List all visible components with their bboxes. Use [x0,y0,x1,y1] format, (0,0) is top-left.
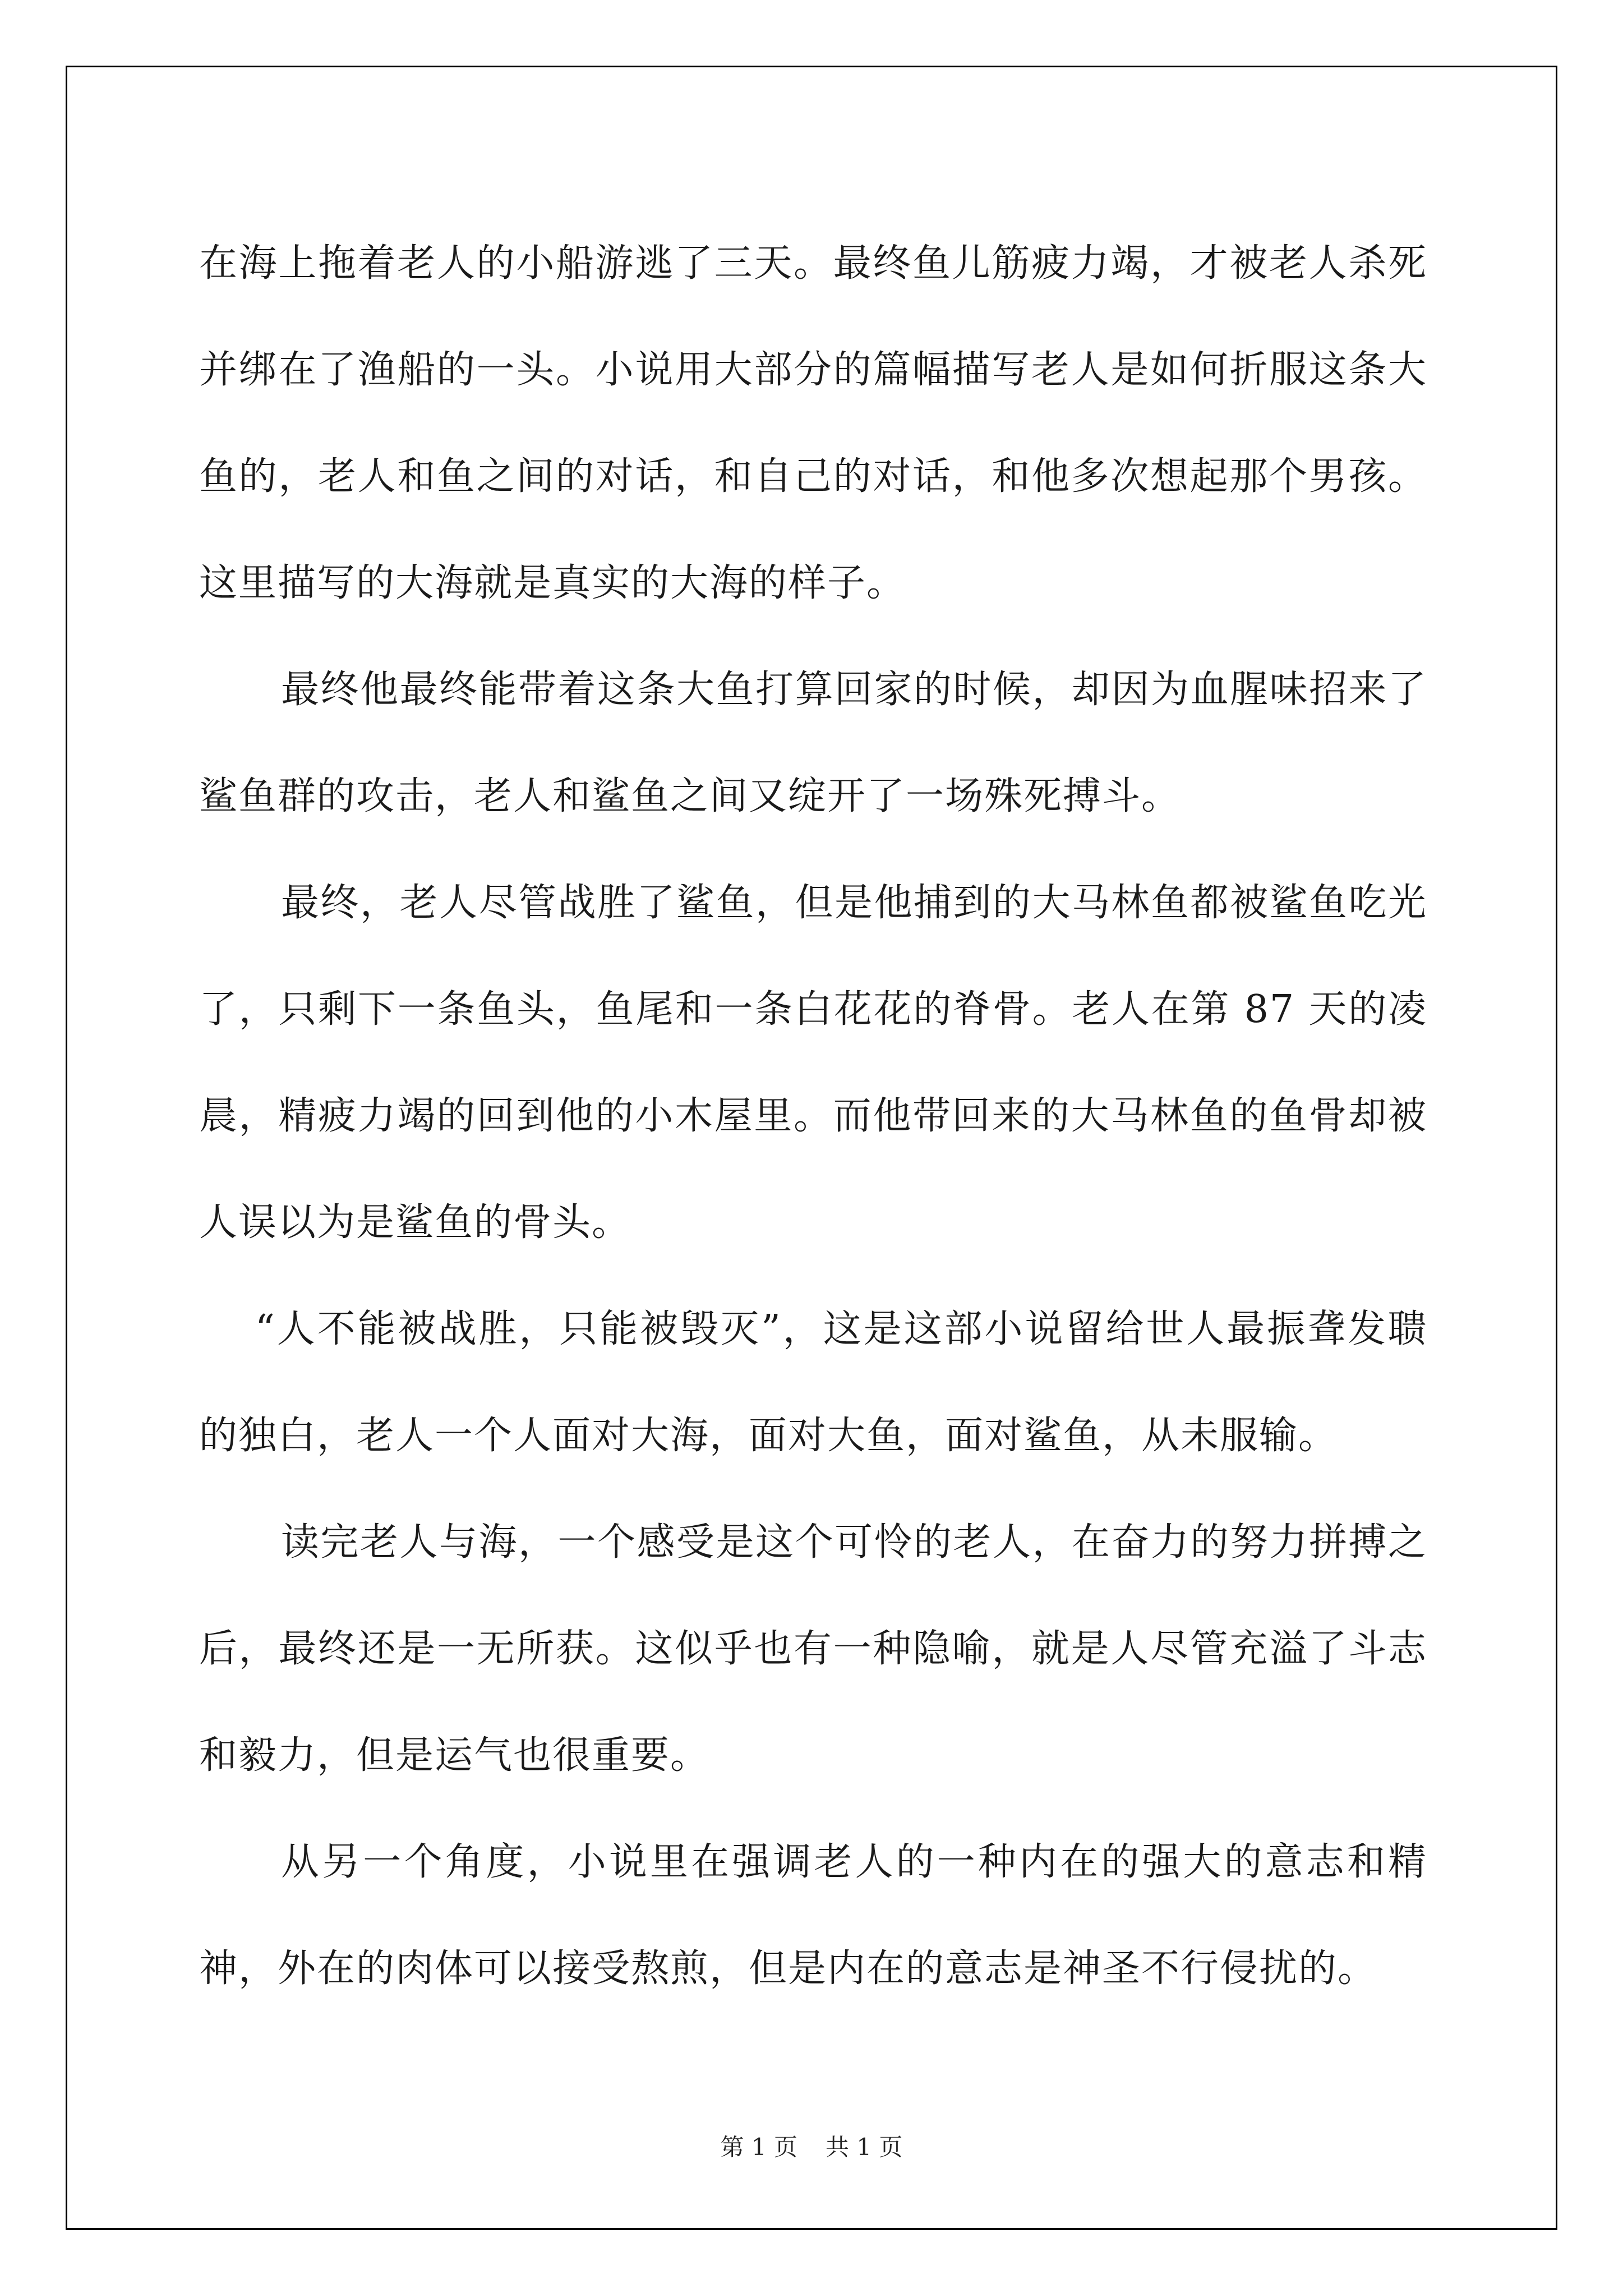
page-footer [0,2129,1623,2162]
paragraph-2: 最终他最终能带着这条大鱼打算回家的时候，却因为血腥味招来了鲨鱼群的攻击，老人和鲨鱼之间又绽开了一场殊死搏斗。 [199,668,1427,818]
paragraph-4: “人不能被战胜，只能被毁灭”，这是这部小说留给世人最振聋发聩的独白，老人一个人面对大海，面对大鱼，面对鲨鱼，从未服输。 [199,1307,1427,1458]
page-number-current: 第 1 页 [720,2133,797,2161]
document-body [199,210,1427,2022]
paragraph-3: 最终，老人尽管战胜了鲨鱼，但是他捕到的大马林鱼都被鲨鱼吃光了，只剩下一条鱼头，鱼尾和一条白花花的脊骨。老人在第 87 天的凌晨，精疲力竭的回到他的小木屋里。而他带回来的大马林鱼的鱼骨却被人误以为是鲨鱼的骨头。 [199,881,1427,1245]
paragraph-1: 在海上拖着老人的小船游逃了三天。最终鱼儿筋疲力竭，才被老人杀死并绑在了渔船的一头。小说用大部分的篇幅描写老人是如何折服这条大鱼的，老人和鱼之间的对话，和自己的对话，和他多次想起那个男孩。这里描写的大海就是真实的大海的样子。 [199,241,1427,605]
page-number-total: 共 1 页 [826,2133,903,2161]
paragraph-5: 读完老人与海，一个感受是这个可怜的老人，在奋力的努力拼搏之后，最终还是一无所获。这似乎也有一种隐喻，就是人尽管充溢了斗志和毅力，但是运气也很重要。 [199,1520,1427,1778]
paragraph-6: 从另一个角度，小说里在强调老人的一种内在的强大的意志和精神，外在的肉体可以接受熬煎，但是内在的意志是神圣不行侵扰的。 [199,1840,1427,1991]
